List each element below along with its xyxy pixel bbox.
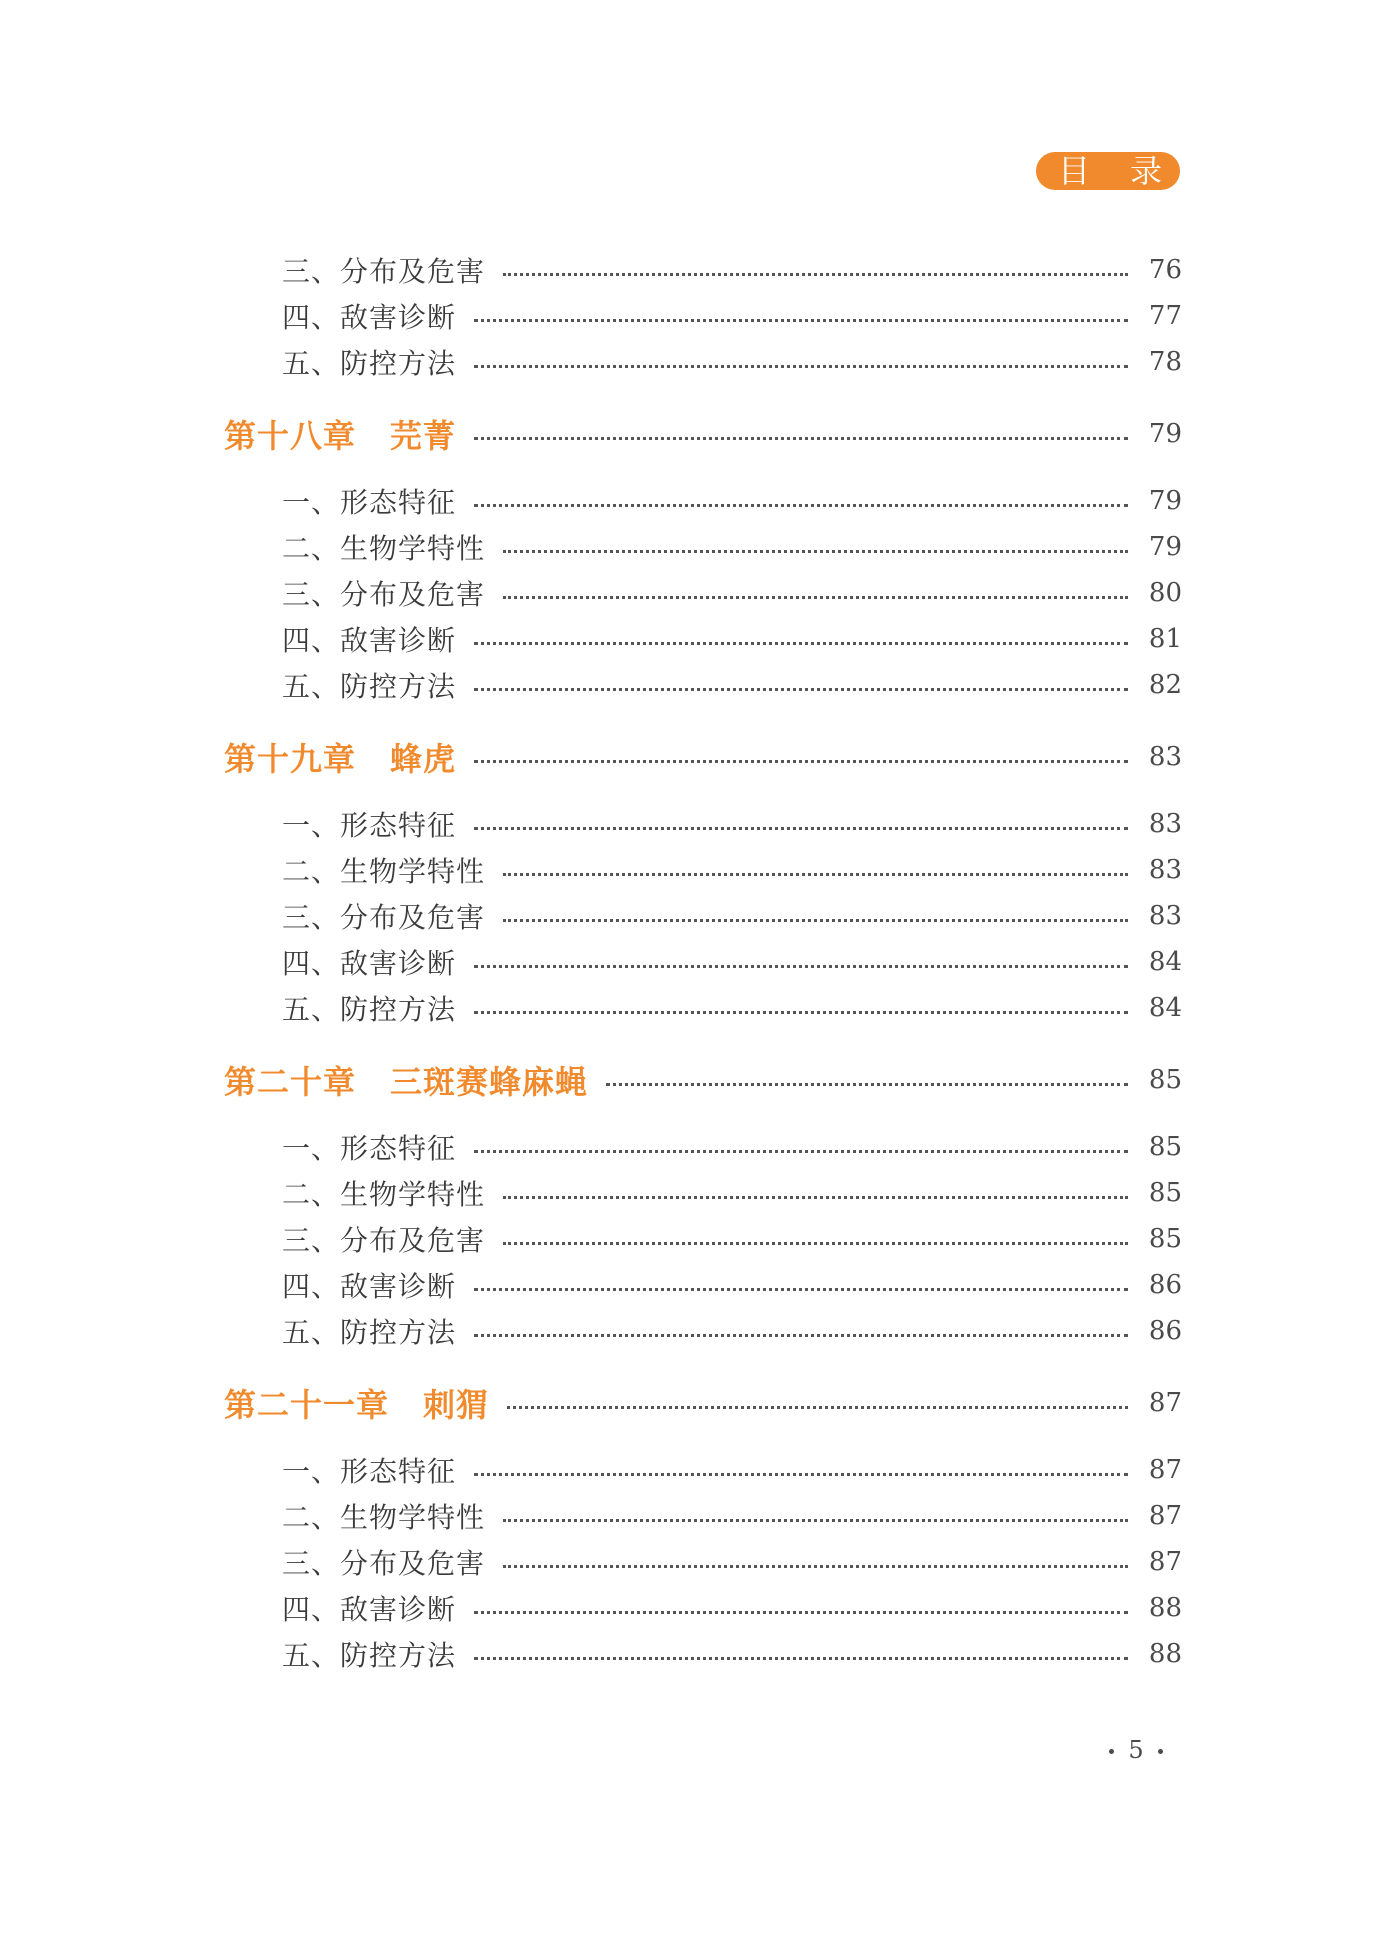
toc-dot-leader bbox=[474, 1288, 1128, 1291]
toc-section-entry[interactable] bbox=[282, 1450, 1182, 1490]
toc-page-number: 86 bbox=[1148, 1316, 1182, 1346]
toc-section-entry[interactable] bbox=[282, 1634, 1182, 1674]
toc-dot-leader bbox=[507, 1406, 1128, 1409]
toc-page-number: 87 bbox=[1148, 1547, 1182, 1577]
toc-chapter-title: 芫菁 bbox=[390, 417, 457, 455]
toc-page-number: 88 bbox=[1148, 1593, 1182, 1623]
toc-section-entry[interactable] bbox=[282, 942, 1182, 982]
toc-page-number: 87 bbox=[1148, 1388, 1182, 1418]
toc-section-entry[interactable] bbox=[282, 1496, 1182, 1536]
toc-section-label: 二、生物学特性 bbox=[282, 855, 486, 888]
toc-page-number: 77 bbox=[1148, 301, 1182, 331]
toc-page-number: 85 bbox=[1148, 1224, 1182, 1254]
toc-section-entry[interactable] bbox=[282, 804, 1182, 844]
toc-section-entry[interactable] bbox=[282, 573, 1182, 613]
toc-chapter-heading bbox=[224, 734, 456, 780]
toc-section-label: 四、敌害诊断 bbox=[282, 624, 457, 657]
toc-page-number: 84 bbox=[1148, 993, 1182, 1023]
toc-page-number: 83 bbox=[1148, 855, 1182, 885]
toc-section-entry[interactable] bbox=[282, 1265, 1182, 1305]
toc-section-label: 五、防控方法 bbox=[282, 1639, 457, 1672]
toc-page-number: 79 bbox=[1148, 419, 1182, 449]
toc-page-number: 87 bbox=[1148, 1455, 1182, 1485]
toc-section-label: 一、形态特征 bbox=[282, 1455, 457, 1488]
page-footer bbox=[1088, 1736, 1184, 1764]
toc-dot-leader bbox=[474, 827, 1128, 830]
toc-chapter-entry[interactable] bbox=[224, 1060, 1182, 1100]
toc-section-label: 五、防控方法 bbox=[282, 993, 457, 1026]
toc-page-number: 79 bbox=[1148, 532, 1182, 562]
toc-section-label: 五、防控方法 bbox=[282, 670, 457, 703]
toc-section-label: 三、分布及危害 bbox=[282, 901, 486, 934]
toc-chapter-title: 蜂虎 bbox=[390, 740, 457, 778]
toc-chapter-heading bbox=[224, 1380, 489, 1426]
toc-dot-leader bbox=[474, 1657, 1128, 1660]
toc-chapter-title: 刺猬 bbox=[423, 1386, 490, 1424]
toc-dot-leader bbox=[503, 596, 1128, 599]
toc-section-label: 五、防控方法 bbox=[282, 347, 457, 380]
toc-page-number: 81 bbox=[1148, 624, 1182, 654]
toc-page-number: 85 bbox=[1148, 1132, 1182, 1162]
toc-section-label: 一、形态特征 bbox=[282, 1132, 457, 1165]
toc-section-label: 三、分布及危害 bbox=[282, 578, 486, 611]
toc-page-number: 84 bbox=[1148, 947, 1182, 977]
toc-dot-leader bbox=[503, 550, 1128, 553]
toc-page-number: 83 bbox=[1148, 901, 1182, 931]
toc-section-label: 二、生物学特性 bbox=[282, 532, 486, 565]
toc-section-entry[interactable] bbox=[282, 665, 1182, 705]
toc-section-entry[interactable] bbox=[282, 1588, 1182, 1628]
toc-dot-leader bbox=[474, 1473, 1128, 1476]
toc-page-number: 87 bbox=[1148, 1501, 1182, 1531]
toc-section-entry[interactable] bbox=[282, 850, 1182, 890]
toc-section-label: 二、生物学特性 bbox=[282, 1501, 486, 1534]
toc-page-number: 86 bbox=[1148, 1270, 1182, 1300]
footer-page-number: 5 bbox=[1128, 1736, 1144, 1764]
toc-dot-leader bbox=[474, 760, 1128, 763]
toc-dot-leader bbox=[503, 1565, 1128, 1568]
toc-chapter-heading bbox=[224, 1057, 588, 1103]
toc-section-label: 一、形态特征 bbox=[282, 809, 457, 842]
toc-dot-leader bbox=[474, 688, 1128, 691]
toc-dot-leader bbox=[474, 1611, 1128, 1614]
toc-chapter-heading bbox=[224, 411, 456, 457]
toc-page-number: 80 bbox=[1148, 578, 1182, 608]
toc-chapter-number: 第二十章 bbox=[224, 1063, 357, 1101]
toc-section-entry[interactable] bbox=[282, 296, 1182, 336]
toc-page-number: 78 bbox=[1148, 347, 1182, 377]
toc-dot-leader bbox=[503, 1196, 1128, 1199]
toc-section-label: 三、分布及危害 bbox=[282, 1224, 486, 1257]
toc-section-label: 三、分布及危害 bbox=[282, 255, 486, 288]
footer-dot-left bbox=[1109, 1749, 1114, 1754]
toc-page-number: 85 bbox=[1148, 1178, 1182, 1208]
toc-section-entry[interactable] bbox=[282, 250, 1182, 290]
toc-chapter-entry[interactable] bbox=[224, 414, 1182, 454]
toc-dot-leader bbox=[503, 919, 1128, 922]
toc-section-entry[interactable] bbox=[282, 619, 1182, 659]
toc-dot-leader bbox=[474, 1011, 1128, 1014]
toc-section-entry[interactable] bbox=[282, 481, 1182, 521]
toc-section-label: 一、形态特征 bbox=[282, 486, 457, 519]
toc-dot-leader bbox=[474, 965, 1128, 968]
toc-section-entry[interactable] bbox=[282, 1219, 1182, 1259]
toc-section-entry[interactable] bbox=[282, 896, 1182, 936]
toc-dot-leader bbox=[503, 1519, 1128, 1522]
toc-header-char-1: 目 bbox=[1058, 152, 1091, 190]
toc-dot-leader bbox=[503, 873, 1128, 876]
toc-chapter-number: 第二十一章 bbox=[224, 1386, 390, 1424]
toc-chapter-title: 三斑赛蜂麻蝇 bbox=[390, 1063, 589, 1101]
toc-section-entry[interactable] bbox=[282, 1127, 1182, 1167]
toc-dot-leader bbox=[606, 1083, 1128, 1086]
toc-section-entry[interactable] bbox=[282, 988, 1182, 1028]
toc-section-entry[interactable] bbox=[282, 1173, 1182, 1213]
toc-section-entry[interactable] bbox=[282, 527, 1182, 567]
toc-dot-leader bbox=[503, 1242, 1128, 1245]
toc-dot-leader bbox=[474, 504, 1128, 507]
toc-header-badge bbox=[1036, 152, 1180, 190]
toc-dot-leader bbox=[474, 437, 1128, 440]
toc-section-label: 四、敌害诊断 bbox=[282, 301, 457, 334]
toc-chapter-entry[interactable] bbox=[224, 737, 1182, 777]
toc-header-char-2: 录 bbox=[1129, 152, 1162, 190]
toc-section-label: 二、生物学特性 bbox=[282, 1178, 486, 1211]
toc-page-number: 83 bbox=[1148, 809, 1182, 839]
toc-page-number: 88 bbox=[1148, 1639, 1182, 1669]
toc-section-entry[interactable] bbox=[282, 1311, 1182, 1351]
toc-chapter-number: 第十八章 bbox=[224, 417, 357, 455]
toc-section-entry[interactable] bbox=[282, 342, 1182, 382]
toc-section-label: 四、敌害诊断 bbox=[282, 947, 457, 980]
toc-page-number: 83 bbox=[1148, 742, 1182, 772]
toc-page-number: 82 bbox=[1148, 670, 1182, 700]
toc-section-label: 四、敌害诊断 bbox=[282, 1270, 457, 1303]
toc-dot-leader bbox=[474, 642, 1128, 645]
toc-chapter-entry[interactable] bbox=[224, 1383, 1182, 1423]
toc-section-label: 四、敌害诊断 bbox=[282, 1593, 457, 1626]
toc-page-number: 85 bbox=[1148, 1065, 1182, 1095]
toc-section-entry[interactable] bbox=[282, 1542, 1182, 1582]
toc-dot-leader bbox=[474, 319, 1128, 322]
toc-page-number: 79 bbox=[1148, 486, 1182, 516]
footer-dot-right bbox=[1158, 1749, 1163, 1754]
toc-chapter-number: 第十九章 bbox=[224, 740, 357, 778]
toc-section-label: 五、防控方法 bbox=[282, 1316, 457, 1349]
toc-section-label: 三、分布及危害 bbox=[282, 1547, 486, 1580]
toc-dot-leader bbox=[474, 1150, 1128, 1153]
toc-dot-leader bbox=[474, 365, 1128, 368]
toc-page-number: 76 bbox=[1148, 255, 1182, 285]
toc-dot-leader bbox=[503, 273, 1128, 276]
toc-dot-leader bbox=[474, 1334, 1128, 1337]
